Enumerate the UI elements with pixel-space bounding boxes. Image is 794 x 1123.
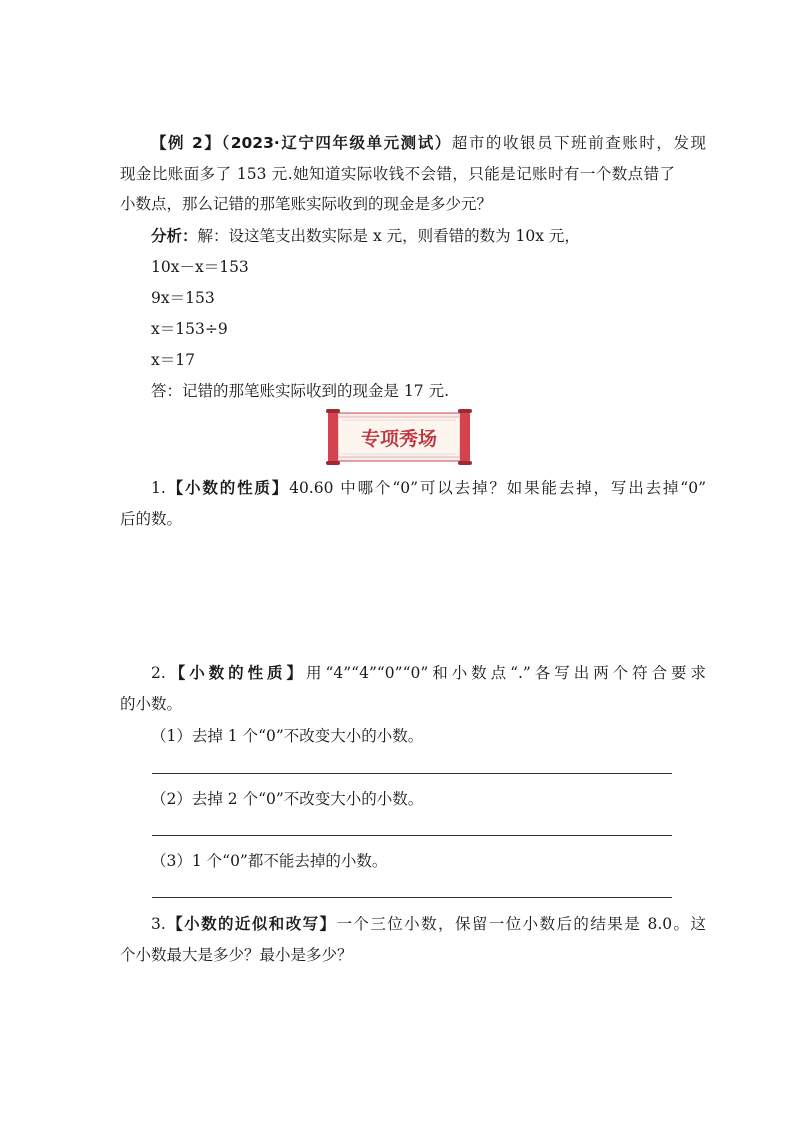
solution-step-4: x＝17 (151, 351, 195, 369)
solution-step-1: 10x－x＝153 (151, 258, 249, 276)
q2-part-2: （2）去掉 2 个“0”不改变大小的小数。 (151, 790, 424, 808)
q1-number: 1. (151, 479, 166, 497)
analysis-text: 解：设这笔支出数实际是 x 元，则看错的数为 10x 元， (197, 227, 580, 245)
example-text-1: 超市的收银员下班前查账时，发现 (451, 134, 706, 152)
example-line-2: 现金比账面多了 153 元.她知道实际收钱不会错，只能是记账时有一个数点错了 (120, 165, 675, 183)
q1-line-2: 后的数。 (120, 510, 183, 528)
example-line-3: 小数点，那么记错的那笔账实际收到的现金是多少元？ (120, 195, 493, 213)
q2-part-1: （1）去掉 1 个“0”不改变大小的小数。 (151, 727, 424, 745)
example-tag: 【例 2】 (151, 134, 222, 152)
q2-text-1: 用“4”“4”“0”“0”和小数点“.”各写出两个符合要求 (305, 664, 706, 682)
q2-line-1 (151, 663, 706, 683)
q3-line-1 (151, 914, 706, 934)
q2-part-3: （3）1 个“0”都不能去掉的小数。 (151, 852, 388, 870)
q1-tag: 【小数的性质】 (165, 479, 290, 497)
q3-number: 3. (151, 915, 166, 933)
q3-tag: 【小数的近似和改写】 (165, 915, 337, 933)
q1-line-1 (151, 478, 706, 498)
banner-title: 专项秀场 (360, 429, 438, 450)
answer-blank-2[interactable] (152, 835, 672, 836)
solution-step-2: 9x＝153 (151, 289, 215, 307)
q3-line-2: 个小数最大是多少？最小是多少？ (120, 946, 353, 964)
answer-blank-3[interactable] (152, 897, 672, 898)
q2-line-2: 的小数。 (120, 695, 183, 713)
q2-number: 2. (151, 664, 166, 682)
q3-text-1: 一个三位小数，保留一位小数后的结果是 8.0。这 (336, 915, 706, 933)
solution-step-3: x＝153÷9 (151, 320, 228, 338)
example-line-1 (151, 133, 706, 153)
section-banner (326, 407, 472, 467)
example-answer: 答：记错的那笔账实际收到的现金是 17 元. (151, 382, 450, 400)
q2-tag: 【小数的性质】 (165, 664, 306, 682)
answer-blank-1[interactable] (152, 773, 672, 774)
example-source: （2023·辽宁四年级单元测试） (221, 134, 452, 152)
analysis-line (151, 226, 706, 246)
analysis-label: 分析： (151, 227, 198, 245)
q1-text-1: 40.60 中哪个“0”可以去掉？如果能去掉，写出去掉“0” (289, 479, 706, 497)
